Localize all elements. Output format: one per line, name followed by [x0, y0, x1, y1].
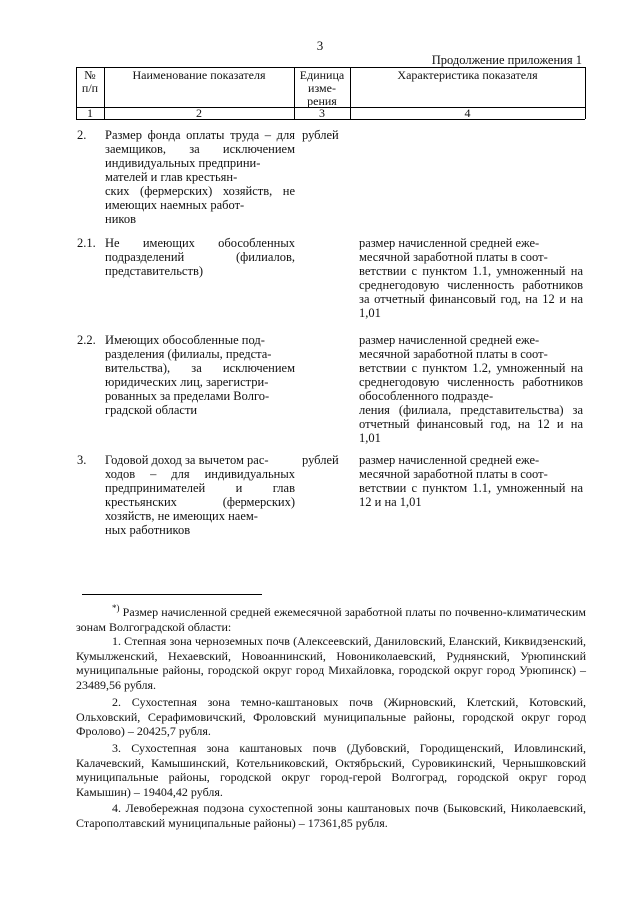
footnote-zone-1: 1. Степная зона черноземных почв (Алексеевский, Даниловский, Еланский, Киквидзенский, Кумылженский, Нехаевский, Новоаннинский, Новониколаевский, Руднянский, Урюпинский муниципальные районы, городской округ город Михайловка, городской округ город Урюпинск) – 23489,56 рубля. — [76, 634, 586, 692]
row-number: 2.1. — [77, 236, 96, 250]
col-number-1: 1 — [87, 106, 93, 120]
row-indicator-name: Размер фонда оплаты труда – для заемщиков, за исключением индивидуальных предприни- мателей и глав крестьян- ских (фермерских) хозяйств, не имеющих наемных работ- ников — [105, 128, 295, 226]
table-right-border — [585, 67, 586, 119]
row-indicator-description: размер начисленной средней еже- месячной заработной платы в соот- ветствии с пунктом 1.1, умноженный на 12 и на 1,01 — [359, 453, 583, 509]
row-unit: рублей — [302, 453, 339, 467]
header-name: Наименование показателя — [132, 68, 266, 82]
row-indicator-name: Имеющих обособленные под- разделения (филиалы, предста- вительства), за исключением юридических лиц, зарегистри- рованных за пределами Волго- градской области — [105, 333, 295, 417]
row-number: 3. — [77, 453, 87, 467]
footnote-marker: *) — [112, 603, 120, 613]
header-unit: Единица изме- рения — [299, 68, 345, 108]
footnote-intro-text: Размер начисленной средней ежемесячной заработной платы по почвенно-климатическим зонам Волгоградской области: — [76, 605, 586, 634]
header-desc: Характеристика показателя — [397, 68, 538, 82]
page-number: 3 — [316, 38, 324, 53]
appendix-continuation-note: Продолжение приложения 1 — [431, 53, 582, 67]
col-number-2: 2 — [196, 106, 202, 120]
row-indicator-description: размер начисленной средней еже- месячной заработной платы в соот- ветствии с пунктом 1.2, умноженный на среднегодовую численность работников обособленного подразде- ления (филиала, представительства) за отчетный финансовый год, на 12 и на 1,01 — [359, 333, 583, 445]
row-number: 2. — [77, 128, 87, 142]
row-indicator-name: Не имеющих обособленных подразделений (филиалов, представительств) — [105, 236, 295, 278]
footnote-zone-4: 4. Левобережная подзона сухостепной зоны каштановых почв (Быковский, Николаевский, Старополтавский муниципальные районы) – 17361,85 рубля. — [76, 801, 586, 830]
col-number-4: 4 — [464, 106, 471, 120]
footnote-zone-3: 3. Сухостепная зона каштановых почв (Дубовский, Городищенский, Иловлинский, Калачевский, Камышинский, Котельниковский, Октябрьский, Суровикинский, Чернышковский муниципальные районы, городской округ город-герой Волгоград, городской округ город Камышин) – 19404,42 рубля. — [76, 741, 586, 799]
row-indicator-description: размер начисленной средней еже- месячной заработной платы в соот- ветствии с пунктом 1.1, умноженный на среднегодовую численность работников за отчетный финансовый год, на 12 и на 1,01 — [359, 236, 583, 320]
col-number-3: 3 — [319, 106, 325, 120]
footnote-separator — [82, 594, 262, 595]
header-num: № п/п — [81, 68, 99, 95]
footnote-zone-2: 2. Сухостепная зона темно-каштановых почв (Жирновский, Клетский, Котовский, Ольховский, Серафимовичский, Фроловский муниципальные районы, городской округ город Фролово) – 20425,7 рубля. — [76, 695, 586, 738]
row-number: 2.2. — [77, 333, 96, 347]
row-unit: рублей — [302, 128, 339, 142]
row-indicator-name: Годовой доход за вычетом рас- ходов – для индивидуальных предпринимателей и глав крестьянских (фермерских) хозяйств, не имеющих наем- ных работников — [105, 453, 295, 537]
footnote-intro — [76, 601, 586, 634]
